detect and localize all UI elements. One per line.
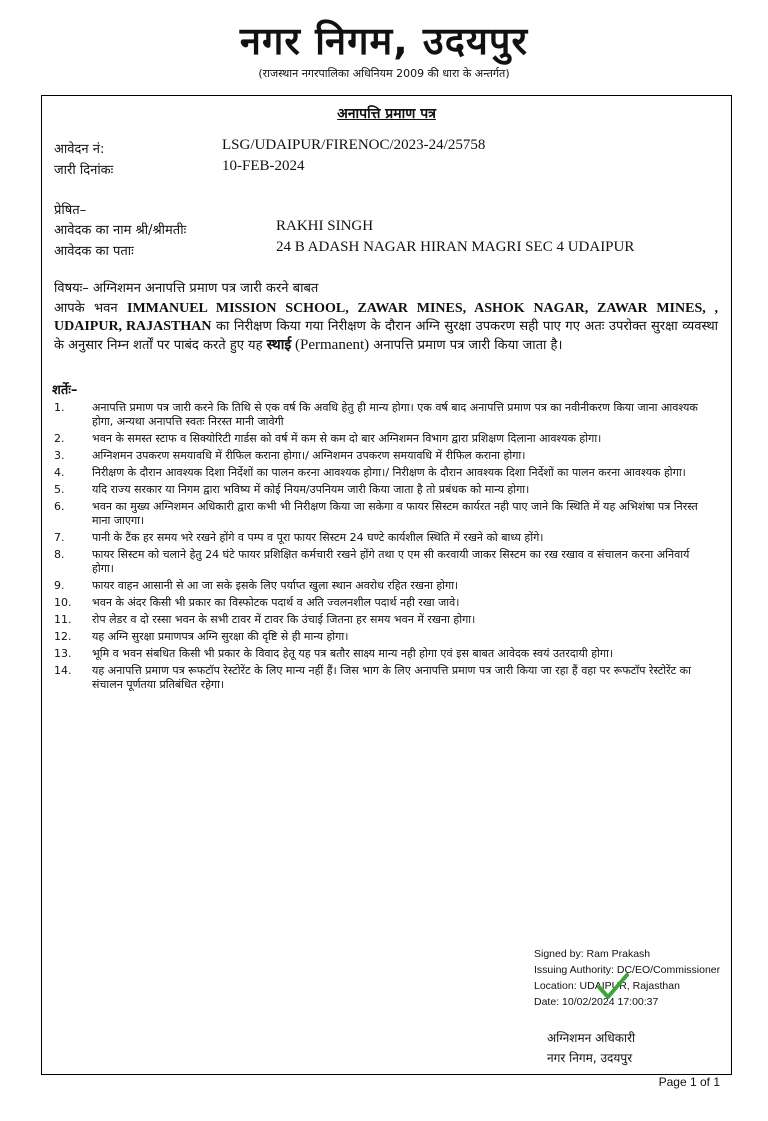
condition-text: अग्निशमन उपकरण समयावधि में रीफिल कराना होगा।/ अग्निशमन उपकरण समयावधि में रीफिल कराना होगा। <box>92 449 526 462</box>
application-no: LSG/UDAIPUR/FIRENOC/2023-24/25758 <box>222 137 486 153</box>
condition-item <box>54 579 714 593</box>
condition-number: 6. <box>54 500 65 513</box>
officer-title: अग्निशमन अधिकारी <box>547 1031 636 1045</box>
condition-item <box>54 596 714 610</box>
conditions-heading: शर्तेः– <box>52 383 78 398</box>
condition-text: यह अनापत्ति प्रमाण पत्र रूफटॉप रेस्टोरेंट के लिए मान्य नहीं हैं। जिस भाग के लिए अनापत्ति प्रमाण पत्र जारी किया जा रहा हैं वहा पर रूफटॉप रेस्टोरेंट का संचालन पूर्णतया प्रतिबंधित रहेगा। <box>92 664 691 691</box>
subject: विषयः– अग्निशमन अनापत्ति प्रमाण पत्र जारी करने बाबत <box>54 281 319 296</box>
condition-number: 7. <box>54 531 65 544</box>
condition-text: निरीक्षण के दौरान आवश्यक दिशा निर्देशों का पालन करना आवश्यक होगा।/ निरीक्षण के दौरान आवश्यक दिशा निर्देशों का पालन करना आवश्यक होगा। <box>92 466 686 479</box>
applicant-name: RAKHI SINGH <box>276 218 374 234</box>
page-indicator: Page 1 of 1 <box>658 1075 720 1089</box>
condition-number: 11. <box>54 613 72 626</box>
condition-text: भवन का मुख्य अग्निशमन अधिकारी द्वारा कभी भी निरीक्षण किया जा सकेगा व फायर सिस्टम कार्यरत नही पाए जाने कि स्थिति में यह अभिशंषा पत्र निरस्त माना जाएगा। <box>92 500 698 527</box>
noc-type: स्थाई <box>266 338 292 353</box>
condition-number: 4. <box>54 466 65 479</box>
applicant-address-label: आवेदक का पताः <box>54 244 134 259</box>
condition-number: 13. <box>54 647 72 660</box>
condition-text: यदि राज्य सरकार या निगम द्वारा भविष्य में कोई नियम/उपनियम जारी किया जाता है तो प्रबंधक को मान्य होगा। <box>92 483 530 496</box>
condition-text: यह अग्नि सुरक्षा प्रमाणपत्र अग्नि सुरक्षा की दृष्टि से ही मान्य होगा। <box>92 630 349 643</box>
condition-item <box>54 613 714 627</box>
condition-number: 10. <box>54 596 72 609</box>
condition-number: 12. <box>54 630 72 643</box>
condition-number: 9. <box>54 579 65 592</box>
signature-location: Location: UDAIPUR, Rajasthan <box>534 980 680 992</box>
checkmark-icon <box>597 972 629 1000</box>
certificate-body: आपके भवन IMMANUEL MISSION SCHOOL, ZAWAR MINES, ASHOK NAGAR, ZAWAR MINES, , UDAIPUR, RAJASTHAN का निरीक्षण किया गया निरीक्षण के दौरान अग्नि सुरक्षा उपकरण सही पाए गए अतः उपरोक्त सुरक्षा व्यवस्था के अनुसार निम्न शर्तों पर पाबंद करते हुए यह स्थाई (Permanent) अनापत्ति प्रमाण पत्र जारी किया जाता है। <box>54 301 718 353</box>
condition-number: 3. <box>54 449 65 462</box>
condition-item <box>54 449 714 463</box>
building-name: IMMANUEL MISSION SCHOOL, ZAWAR MINES, ASHOK NAGAR, ZAWAR MINES, , UDAIPUR, RAJASTHAN <box>54 301 718 334</box>
condition-text: भूमि व भवन संबधित किसी भी प्रकार के विवाद हेतू यह पत्र बतौर साक्ष्य मान्य नही होगा एवं इस बाबत आवेदक स्वयं उतरदायी होगा। <box>92 647 614 660</box>
condition-item <box>54 531 714 545</box>
condition-number: 1. <box>54 401 65 414</box>
condition-text: भवन के अंदर किसी भी प्रकार का विस्फोटक पदार्थ व अति ज्वलनशील पदार्थ नही रखा जावे। <box>92 596 460 609</box>
officer-office: नगर निगम, उदयपुर <box>547 1051 633 1065</box>
condition-number: 2. <box>54 432 65 445</box>
signed-by: Signed by: Ram Prakash <box>534 948 651 960</box>
condition-item <box>54 664 714 692</box>
condition-item <box>54 500 714 528</box>
condition-text: पानी के टैंक हर समय भरे रखने होंगे व पम्प व पूरा फायर सिस्टम 24 घण्टे कार्यशील स्थिति में रखने को बाध्य होंगे। <box>92 531 544 544</box>
condition-text: अनापत्ति प्रमाण पत्र जारी करने कि तिथि से एक वर्ष कि अवधि हेतु ही मान्य होगा। एक वर्ष बाद अनापत्ति प्रमाण पत्र का नवीनीकरण किया जाना आवश्यक होगा, अन्यथा अनापत्ति स्वतः निरस्त मानी जावेगी <box>92 401 698 428</box>
conditions-list <box>54 401 714 695</box>
condition-item <box>54 401 714 429</box>
applicant-address: 24 B ADASH NAGAR HIRAN MAGRI SEC 4 UDAIPUR <box>276 239 635 255</box>
page-subtitle: (राजस्थान नगरपालिका अधिनियम 2009 की धारा के अन्तर्गत) <box>258 67 510 80</box>
applicant-name-label: आवेदक का नाम श्री/श्रीमतीः <box>54 223 187 238</box>
condition-item <box>54 647 714 661</box>
condition-number: 5. <box>54 483 65 496</box>
issue-date-label: जारी दिनांकः <box>54 163 114 178</box>
condition-text: भवन के समस्त स्टाफ व सिक्योरिटी गार्डस को वर्ष में कम से कम दो बार अग्निशमन विभाग द्वारा प्रशिक्षण दिलाना आवश्यक होगा। <box>92 432 602 445</box>
condition-item <box>54 466 714 480</box>
addressed-label: प्रेषित– <box>54 203 87 218</box>
condition-text: रोप लेडर व दो रस्सा भवन के सभी टावर में टावर कि उंचाई जितना हर समय भवन में रखना होगा। <box>92 613 476 626</box>
officer-signature <box>547 1028 635 1068</box>
application-no-label: आवेदन नं: <box>54 142 105 157</box>
condition-number: 8. <box>54 548 65 561</box>
signature-date: Date: 10/02/2024 17:00:37 <box>534 996 659 1008</box>
condition-number: 14. <box>54 664 72 677</box>
page-title: नगर निगम, उदयपुर <box>239 19 529 63</box>
condition-text: फायर सिस्टम को चलाने हेतु 24 घंटे फायर प्रशिक्षित कर्मचारी रखने होंगे तथा ए एम सी करवायी जाकर सिस्टम का रख रखाव व संचालन करना अनिवार्य होगा। <box>92 548 690 575</box>
certificate-frame <box>41 95 732 1075</box>
condition-item <box>54 548 714 576</box>
condition-item <box>54 432 714 446</box>
condition-text: फायर वाहन आसानी से आ जा सके इसके लिए पर्याप्त खुला स्थान अवरोध रहित रखना होगा। <box>92 579 459 592</box>
condition-item <box>54 630 714 644</box>
issue-date: 10-FEB-2024 <box>222 158 305 174</box>
issuing-authority: Issuing Authority: DC/EO/Commissioner <box>534 964 721 976</box>
certificate-title: अनापत्ति प्रमाण पत्र <box>337 106 436 122</box>
condition-item <box>54 483 714 497</box>
